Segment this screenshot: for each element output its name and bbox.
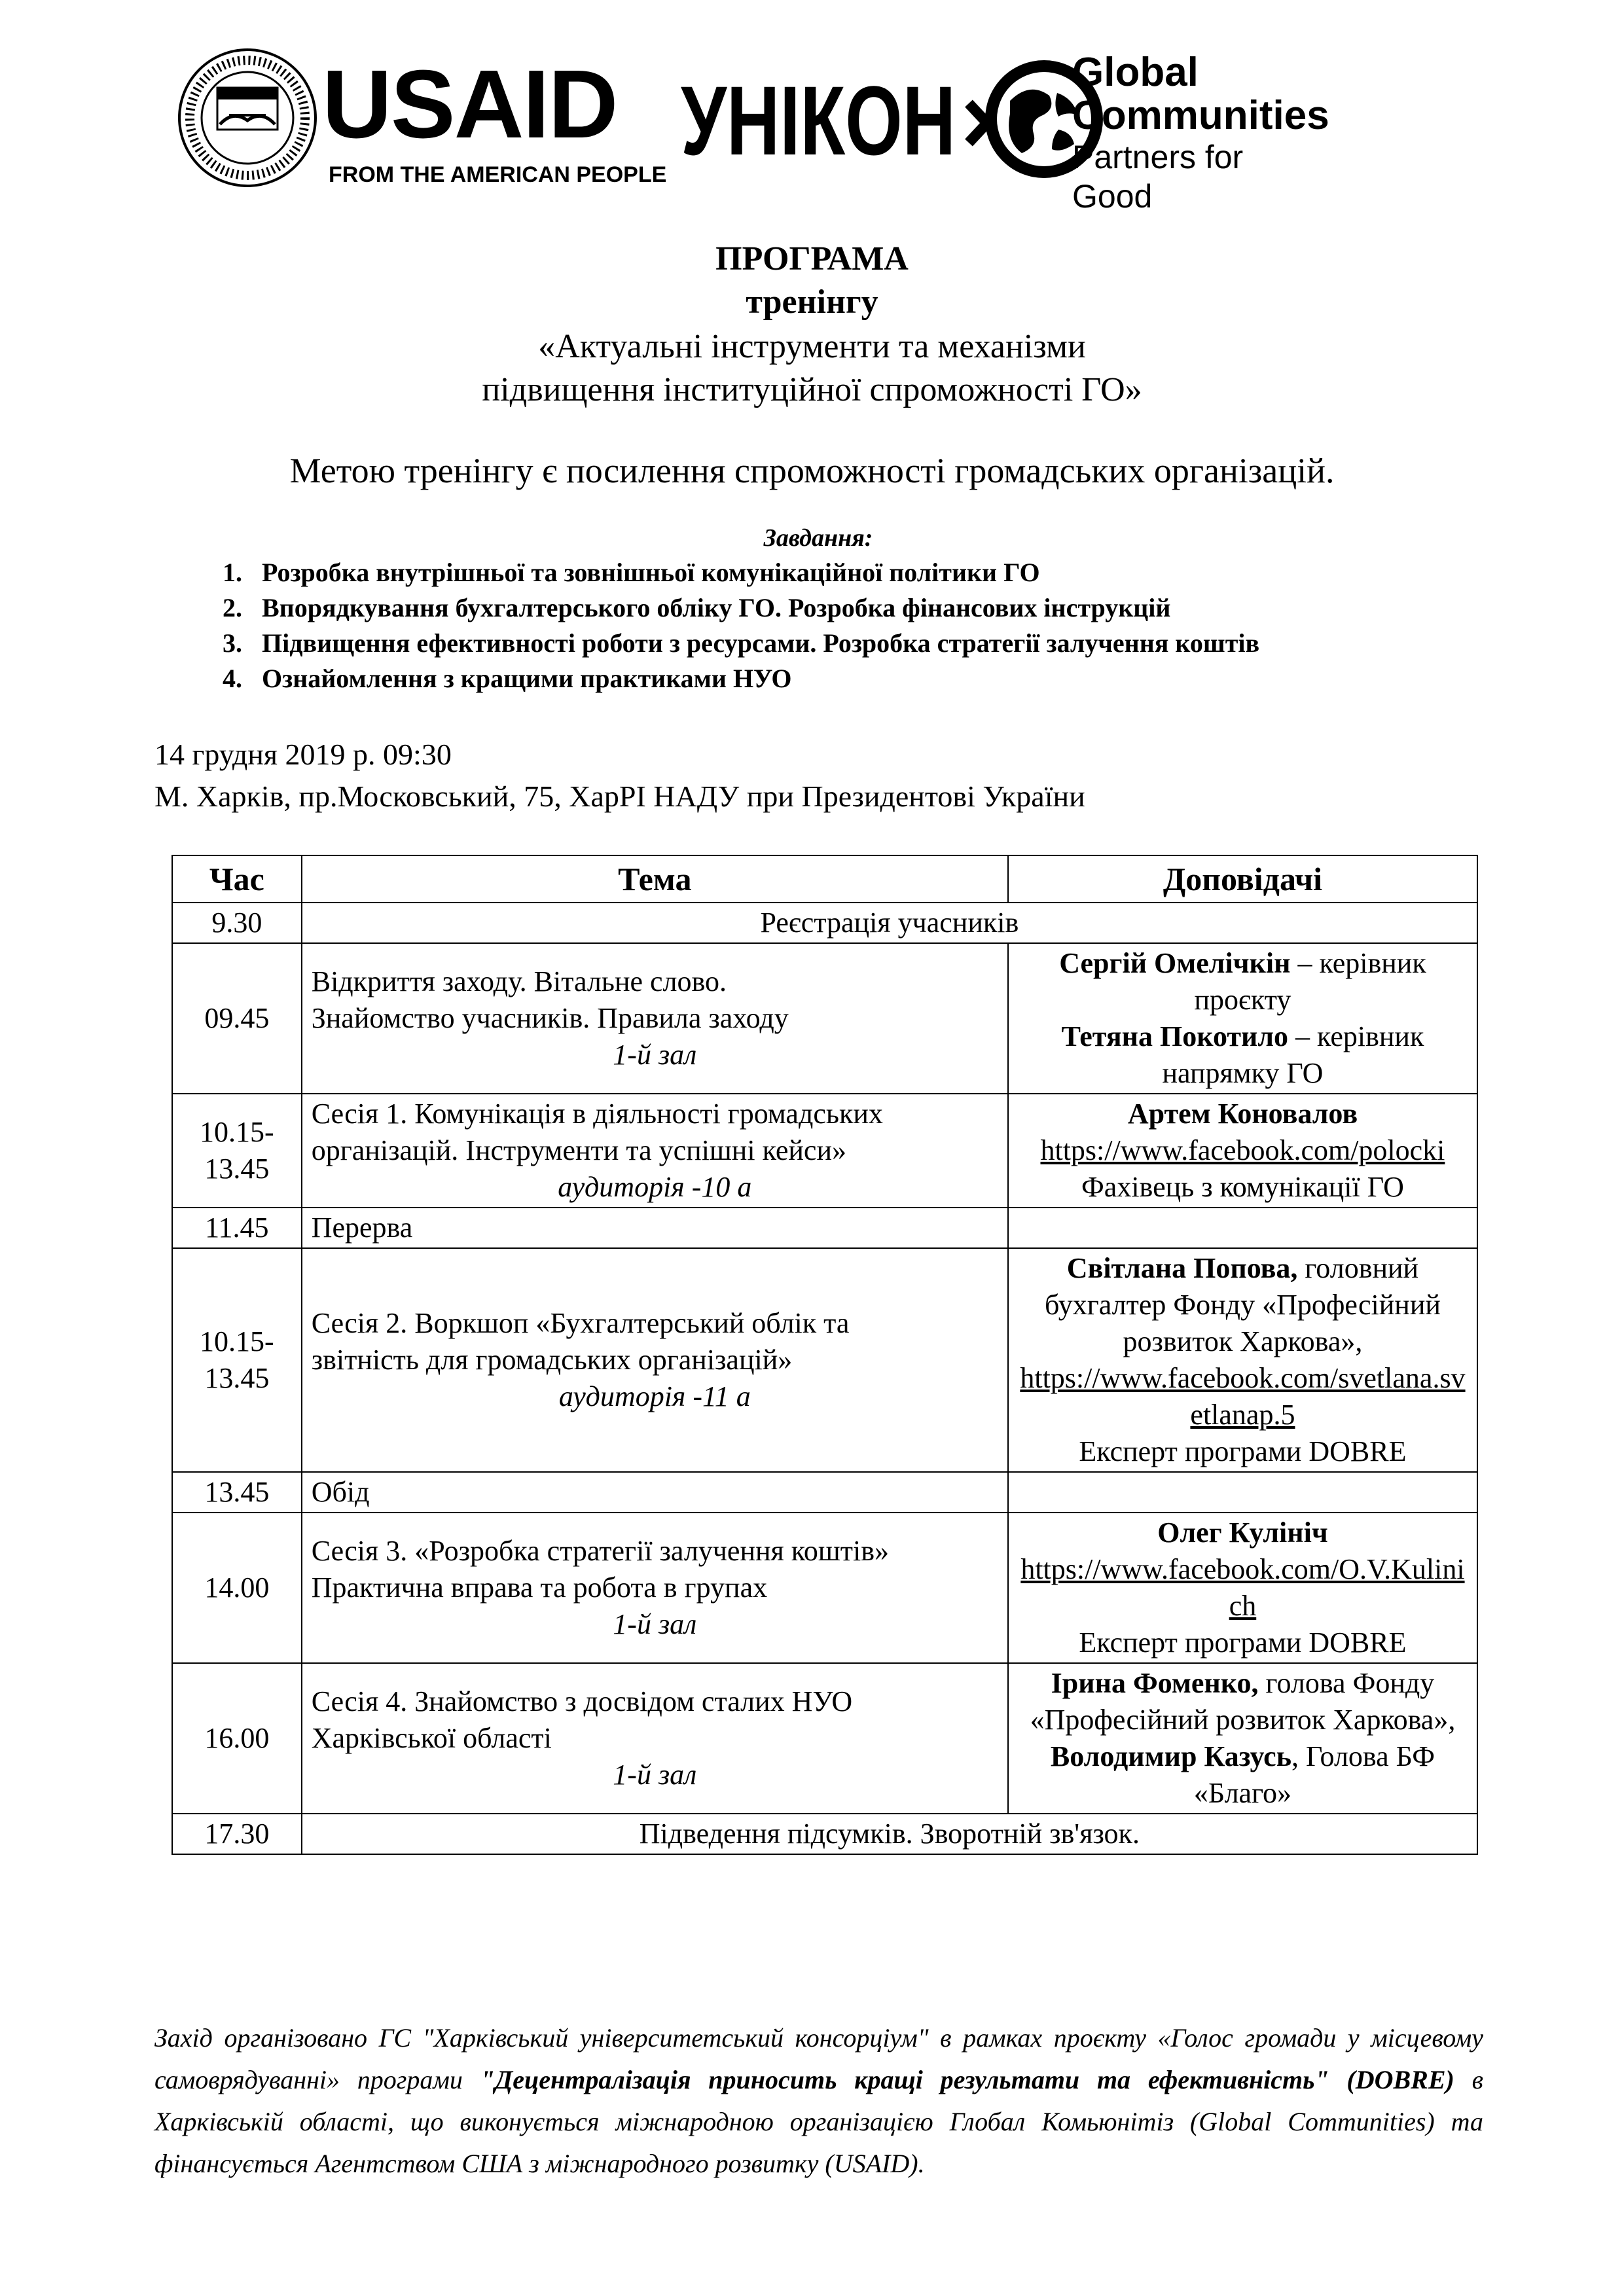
table-row (172, 1513, 1477, 1663)
row-topic (302, 943, 1008, 1094)
usaid-logo-wordmark: USAID (322, 50, 617, 158)
unicon-logo-text: УНІКОН (681, 77, 956, 169)
program-table (171, 855, 1478, 1855)
row-topic: Перерва (302, 1208, 1008, 1248)
row-topic: Підведення підсумків. Зворотній зв'язок. (302, 1814, 1477, 1854)
task-item: 1. Розробка внутрішньої та зовнішньої комунікаційної політики ГО (249, 555, 1440, 590)
speaker-name: Ірина Фоменко, (1051, 1667, 1259, 1699)
speaker-name: Володимир Казусь (1050, 1740, 1291, 1772)
speaker-name: Сергій Омелічкін (1059, 947, 1291, 979)
topic-line: звітність для громадських організацій» (311, 1344, 793, 1376)
row-time: 13.45 (172, 1472, 302, 1513)
table-row (172, 1663, 1477, 1814)
row-topic (302, 1094, 1008, 1208)
usaid-tagline: FROM THE AMERICAN PEOPLE (329, 162, 667, 187)
speaker-role: голова Фонду «Професійний розвиток Харкова», (1030, 1667, 1456, 1736)
unicon-logo (681, 77, 1015, 169)
speaker-name: Світлана Попова, (1066, 1252, 1298, 1284)
speaker-role: Експерт програми DOBRE (1079, 1435, 1407, 1467)
topic-line: Сесія 4. Знайомство з досвідом сталих НУО (311, 1685, 853, 1717)
header-speakers: Доповідачі (1008, 855, 1477, 903)
row-time: 14.00 (172, 1513, 302, 1663)
room-label: аудиторія -11 а (558, 1380, 751, 1412)
training-title-line-2: підвищення інституційної спроможності ГО» (482, 371, 1142, 408)
training-heading: тренінгу (746, 283, 878, 321)
room-label: 1-й зал (613, 1608, 697, 1640)
room-label: 1-й зал (613, 1759, 697, 1791)
row-time: 10.15-13.45 (172, 1248, 302, 1472)
organizer-note-text-end: в Харківській області, що виконується міжнародною організацією Глобал Комьюнітіз (Global Communities) та фінансується Агентством США з міжнародного розвитку (USAID). (154, 2065, 1483, 2178)
gc-line-2: Communities (1072, 93, 1329, 138)
organizer-note (154, 2017, 1483, 2185)
row-time: 11.45 (172, 1208, 302, 1248)
topic-line: Сесія 1. Комунікація в діяльності громадських (311, 1098, 883, 1130)
global-communities-logo-text (1072, 51, 1329, 216)
speaker-name: Тетяна Покотило (1061, 1020, 1289, 1052)
topic-line: Харківської області (311, 1722, 552, 1754)
gc-tagline: Partners for Good (1072, 139, 1244, 215)
training-title-line-1: «Актуальні інструменти та механізми (538, 328, 1086, 365)
room-label: аудиторія -10 а (558, 1171, 752, 1203)
table-row (172, 1472, 1477, 1513)
header-topic: Тема (302, 855, 1008, 903)
speaker-role: – керівник напрямку ГО (1162, 1020, 1424, 1089)
row-time: 10.15-13.45 (172, 1094, 302, 1208)
gc-line-1: Global (1072, 50, 1199, 95)
topic-line: Знайомство учасників. Правила заходу (311, 1002, 789, 1034)
speaker-role: – керівник проєкту (1194, 947, 1426, 1016)
program-heading: ПРОГРАМА (715, 240, 909, 278)
speaker-role: Експерт програми DOBRE (1079, 1626, 1407, 1659)
room-label: 1-й зал (613, 1039, 697, 1071)
table-row (172, 1248, 1477, 1472)
row-speakers-empty (1008, 1472, 1477, 1513)
speaker-facebook-link[interactable]: https://www.facebook.com/O.V.Kulinich (1020, 1553, 1465, 1622)
speaker-facebook-link[interactable]: https://www.facebook.com/polocki (1040, 1134, 1445, 1166)
task-item: 3. Підвищення ефективності роботи з ресурсами. Розробка стратегії залучення коштів (249, 626, 1440, 661)
topic-line: Практична вправа та робота в групах (311, 1571, 768, 1604)
program-name: "Децентралізація приносить кращі результати та ефективність" (DOBRE) (480, 2065, 1454, 2094)
row-speakers (1008, 1248, 1477, 1472)
row-time: 9.30 (172, 903, 302, 943)
row-topic: Реєстрація учасників (302, 903, 1477, 943)
row-topic (302, 1513, 1008, 1663)
usaid-seal-icon (177, 47, 318, 188)
topic-line: Відкриття заходу. Вітальне слово. (311, 965, 727, 997)
row-speakers (1008, 943, 1477, 1094)
row-topic (302, 1663, 1008, 1814)
table-row (172, 903, 1477, 943)
speaker-role: головний бухгалтер Фонду «Професійний розвиток Харкова», (1044, 1252, 1441, 1357)
row-time: 09.45 (172, 943, 302, 1094)
table-row (172, 1814, 1477, 1854)
tasks-heading: Завдання: (763, 524, 873, 552)
table-row (172, 943, 1477, 1094)
training-goal: Метою тренінгу є посилення спроможності громадських організацій. (289, 451, 1335, 490)
organizer-note-text: Захід організовано ГС "Харківський університетський консорціум" в рамках проєкту «Голос громади у місцевому самоврядуванні» програми (154, 2023, 1483, 2094)
topic-line: Сесія 3. «Розробка стратегії залучення коштів» (311, 1535, 890, 1567)
task-item: 4. Ознайомлення з кращими практиками НУО (249, 661, 1440, 696)
speaker-role: Фахівець з комунікації ГО (1081, 1171, 1404, 1203)
row-speakers (1008, 1513, 1477, 1663)
table-row (172, 1094, 1477, 1208)
task-item: 2. Впорядкування бухгалтерського обліку ГО. Розробка фінансових інструкцій (249, 590, 1440, 626)
topic-line: Сесія 2. Воркшоп «Бухгалтерський облік та (311, 1307, 850, 1339)
speaker-name: Олег Кулініч (1157, 1516, 1328, 1549)
topic-line: організацій. Інструменти та успішні кейси» (311, 1134, 847, 1166)
tasks-list (196, 555, 1440, 696)
speaker-role: , Голова БФ «Благо» (1193, 1740, 1435, 1809)
speaker-facebook-link[interactable]: https://www.facebook.com/svetlana.svetlanap.5 (1020, 1362, 1466, 1431)
event-date: 14 грудня 2019 р. 09:30 (154, 738, 452, 771)
row-speakers (1008, 1094, 1477, 1208)
speaker-name: Артем Коновалов (1127, 1098, 1358, 1130)
row-topic: Обід (302, 1472, 1008, 1513)
row-speakers-empty (1008, 1208, 1477, 1248)
logo-band (177, 46, 1329, 215)
event-place: М. Харків, пр.Московський, 75, ХарРІ НАДУ при Президентові України (154, 780, 1085, 813)
row-speakers (1008, 1663, 1477, 1814)
table-row (172, 1208, 1477, 1248)
row-time: 17.30 (172, 1814, 302, 1854)
table-header-row (172, 855, 1477, 903)
header-time: Час (172, 855, 302, 903)
tasks-section (196, 524, 1440, 696)
row-topic (302, 1248, 1008, 1472)
row-time: 16.00 (172, 1663, 302, 1814)
